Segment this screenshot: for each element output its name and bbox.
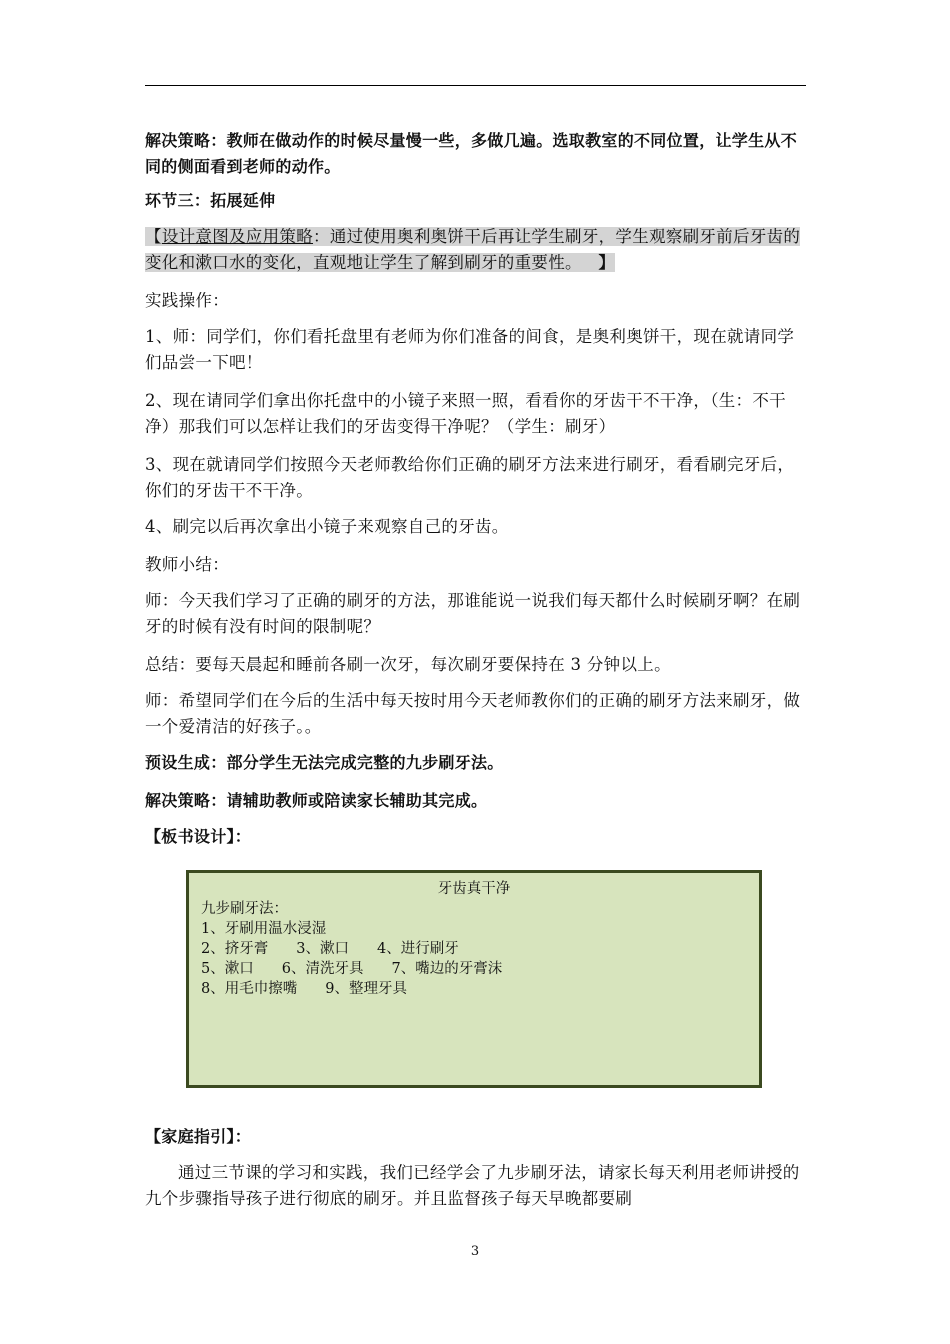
board-row-1 [201, 919, 747, 939]
design-intent-text: ：通过使用奥利奥饼干后再让学生刷牙，学生观察刷牙前后牙齿的变化和漱口水的变化，直观地让学生了解到刷牙的重要性。 [145, 227, 801, 272]
bracket-open: 【 [145, 227, 162, 246]
board-step: 9、整理牙具 [325, 981, 407, 997]
board-subtitle: 九步刷牙法： [201, 901, 288, 917]
practice-step-2: 2、现在请同学们拿出你托盘中的小镜子来照一照，看看你的牙齿干不干净，（生：不干净）那我们可以怎样让我们的牙齿变得干净呢？（学生：刷牙） [145, 391, 786, 436]
practice-step-3: 3、现在就请同学们按照今天老师教给你们正确的刷牙方法来进行刷牙，看看刷完牙后，你们的牙齿干不干净。 [145, 455, 795, 500]
board-design-heading: 【板书设计】： [145, 827, 252, 846]
board-step: 6、清洗牙具 [281, 961, 364, 977]
design-intent-label: 设计意图及应用策略 [161, 227, 314, 246]
board-row-3 [201, 959, 747, 979]
board-row-4 [201, 979, 747, 999]
header-rule [145, 85, 806, 86]
design-intent-highlight [145, 227, 800, 272]
board-design-box [186, 870, 762, 1088]
teacher-hope: 师：希望同学们在今后的生活中每天按时用今天老师教你们的正确的刷牙方法来刷牙，做一个爱清洁的好孩子。。 [145, 691, 801, 736]
family-guide-paragraph: 通过三节课的学习和实践，我们已经学会了九步刷牙法，请家长每天利用老师讲授的九个步骤指导孩子进行彻底的刷牙。并且监督孩子每天早晚都要刷 [145, 1163, 800, 1208]
board-step: 5、漱口 [201, 961, 254, 977]
practice-step-4: 4、刷完以后再次拿出小镜子来观察自己的牙齿。 [145, 517, 509, 536]
practice-step-1: 1、师：同学们，你们看托盘里有老师为你们准备的间食，是奥利奥饼干，现在就请同学们品尝一下吧！ [145, 327, 795, 372]
board-step: 1、牙刷用温水浸湿 [201, 921, 327, 937]
board-step: 3、漱口 [296, 941, 349, 957]
board-step: 2、挤牙膏 [201, 941, 269, 957]
board-row-2 [201, 939, 747, 959]
strategy-paragraph-2: 解决策略：请辅助教师或陪读家长辅助其完成。 [145, 791, 488, 810]
strategy-paragraph-1: 解决策略：教师在做动作的时候尽量慢一些，多做几遍。选取教室的不同位置，让学生从不同的侧面看到老师的动作。 [145, 131, 798, 176]
teacher-question: 师：今天我们学习了正确的刷牙的方法，那谁能说一说我们每天都什么时候刷牙啊？在刷牙的时候有没有时间的限制呢？ [145, 591, 801, 636]
teacher-summary-heading: 教师小结： [145, 555, 229, 574]
practice-heading: 实践操作： [145, 291, 229, 310]
summary-paragraph: 总结：要每天晨起和睡前各刷一次牙，每次刷牙要保持在 3 分钟以上。 [145, 655, 671, 674]
bracket-close: 】 [598, 253, 615, 272]
board-step: 4、进行刷牙 [376, 941, 459, 957]
page-number: 3 [470, 1244, 480, 1259]
board-step: 7、嘴边的牙膏沫 [391, 961, 503, 977]
expected-outcome: 预设生成：部分学生无法完成完整的九步刷牙法。 [145, 753, 504, 772]
family-guide-heading: 【家庭指引】： [145, 1127, 252, 1146]
section-heading-3: 环节三：拓展延伸 [145, 191, 276, 210]
design-intent-paragraph [145, 224, 810, 276]
board-title: 牙齿真干净 [437, 881, 511, 897]
board-step: 8、用毛巾擦嘴 [201, 981, 298, 997]
